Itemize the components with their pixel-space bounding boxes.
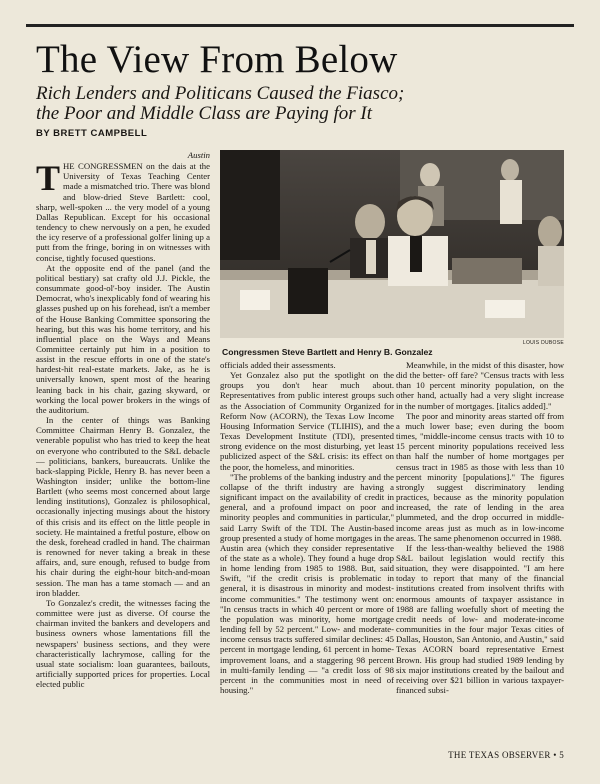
byline: BY BRETT CAMPBELL xyxy=(36,128,148,139)
deck xyxy=(36,84,576,124)
photo-credit: LOUIS DUBOSE xyxy=(522,340,564,346)
paragraph: To Gonzalez's credit, the witnesses facing the committee were just as diverse. Of course the chairman invited the bankers and developers and business owners whose lamentations fill the newspapers' business sections, and they were characteristically lachrymose, calling for the usual state socialism: loan guarantees, bailouts, artificially supported prices for properties. Local elected public xyxy=(36,597,210,690)
deck-line-1: Rich Lenders and Politicans Caused the Fiasco; xyxy=(36,83,405,104)
hearing-photo xyxy=(220,150,564,338)
column-1 xyxy=(36,150,210,760)
column-2 xyxy=(220,360,394,760)
paragraph: At the opposite end of the panel (and the political bestiary) sat crafty old J.J. Pickle, the consummate good-ol'-boy insider. The Austin Democrat, who's inexplicably fond of wearing his glasses pushed up on his forehead, isn't a member of the House Banking Committee sponsoring the hearing, but this was his home territory, and his influential place on the Ways and Means Committee certainly put him in a position to assist in the rescue efforts in one of the state's hardest-hit real-estate markets. Jake, as he is universally known, spent most of the hearing leaning back in his chair, gazing skyward, or working the local power brokers in the wings of the auditorium. xyxy=(36,262,210,415)
paragraph: The poor and minority areas started off from a much lower base; even during the boom times, "middle-income census tracts with 10 to 15 percent minority populations received less than half the number of home mortgages per census tract in 1985 as those with less than 10 percent minority [populations]." The figures strongly suggest discriminatory lending practices, because as the minority population increased, the rate of lending in the area plummeted, and the drop occurred in middle-income areas just as much as in low-income areas. The same phenomenon occurred in 1988. xyxy=(396,410,564,543)
paragraph: Yet Gonzalez also put the spotlight on the groups you don't hear much about. Representatives from public interest groups such as the Association of Community Organized for Reform Now (ACORN), the Texas Low Income Housing Information Service (TLIHIS), and the Texas Development Institute (TDI), presented strong evidence on the most disturbing, yet least publicized aspect of the S&L crisis: its effect on the poor, the homeless, and minorities. xyxy=(220,370,394,472)
column-3 xyxy=(396,360,564,760)
drop-cap: T xyxy=(36,158,61,199)
photo-illustration xyxy=(220,150,564,338)
photo-caption: Congressmen Steve Bartlett and Henry B. Gonzalez xyxy=(222,347,433,357)
paragraph-text: HE CONGRESSMEN on the dais at the University of Texas Teaching Center made a mismatched trio. There was blond and blow-dried Steve Bartlett: cool, sharp, well-spoken ... the very model of a young Dallas Republican. Except for his occasional tendency to chew nervously on a pen, he exuded the icy reserve of a professional golfer lining up a putt from the fringe, boring in on witnesses with concise, tightly focused questions. xyxy=(36,161,210,263)
deck-line-2: the Poor and Middle Class are Paying for It xyxy=(36,103,372,124)
dateline: Austin xyxy=(187,150,210,160)
headline: The View From Below xyxy=(36,38,398,81)
top-rule xyxy=(26,24,574,27)
paragraph: In the center of things was Banking Committee Chairman Henry B. Gonzalez, the venerable populist who has tried to keep the heat on everyone who contributed to the S&L debacle — politicians, bankers, bureaucrats. Unlike the back-slapping Pickle, Henry B. has never been a Washington insider; unlike the bottom-line Bartlett (who seems most concerned about large lending institutions), Gonzalez is philosophical, occasionally injecting musings about the history of this crisis and its effect on the little people in society. He maintained a fretful posture, elbow on the desk, forehead cradled in hand. The chairman is renowned for never taking a break in these affairs, and, sure enough, refused to budge from his chair during the eight-hour bitch-and-moan session. The man has a tame stomach — and an iron bladder. xyxy=(36,415,210,598)
paragraph: officials added their assessments. xyxy=(220,360,336,370)
paragraph: If the less-than-wealthy believed the 1988 S&L bailout legislation would rectify this situation, they were disappointed. "I am here today to report that many of the financial institutions created from insolvent thrifts with enormous amounts of taxpayer assistance in 1988 are falling woefully short of meeting the credit needs of low- and moderate-income communities in the four major Texas cities of Dallas, Houston, San Antonio, and Austin," said Texas ACORN board representative Ernest Brown. His group had studied 1989 lending by six major institutions created by the bailout and receiving over $21 billion in various taxpayer-financed subsi- xyxy=(396,542,564,695)
paragraph: Meanwhile, in the midst of this disaster, how did the better- off fare? "Census tracts with less than 10 percent minority population, on the other hand, actually had a very slight increase in the number of mortgages. [italics added]." xyxy=(396,360,564,411)
paragraph xyxy=(36,158,210,263)
page-footer: THE TEXAS OBSERVER • 5 xyxy=(448,750,564,760)
paragraph: "The problems of the banking industry and the collapse of the thrift industry are having a significant impact on the availability of credit in general, and a profound impact on poor and minority peoples and communities in particular," said Larry Swift of the TDI. The Austin-based group presented a study of home mortgages in the Austin area (which they consider representative of the state as a whole). They found a huge drop in home lending from 1985 to 1988. But, said Swift, "if the credit crisis is problematic in general, it is disastrous in minority and modest-income communities." The testimony went on: "In census tracts in which 40 percent or more of the population was minority, home mortgage lending fell by 52 percent." Low- and moderate-income census tracts suffered similar declines: 45 percent in mortgage lending, 61 percent in home-improvement loans, and a staggering 98 percent in multi-family lending — "a credit loss of 98 percent in the communities most in need of housing." xyxy=(220,471,394,695)
